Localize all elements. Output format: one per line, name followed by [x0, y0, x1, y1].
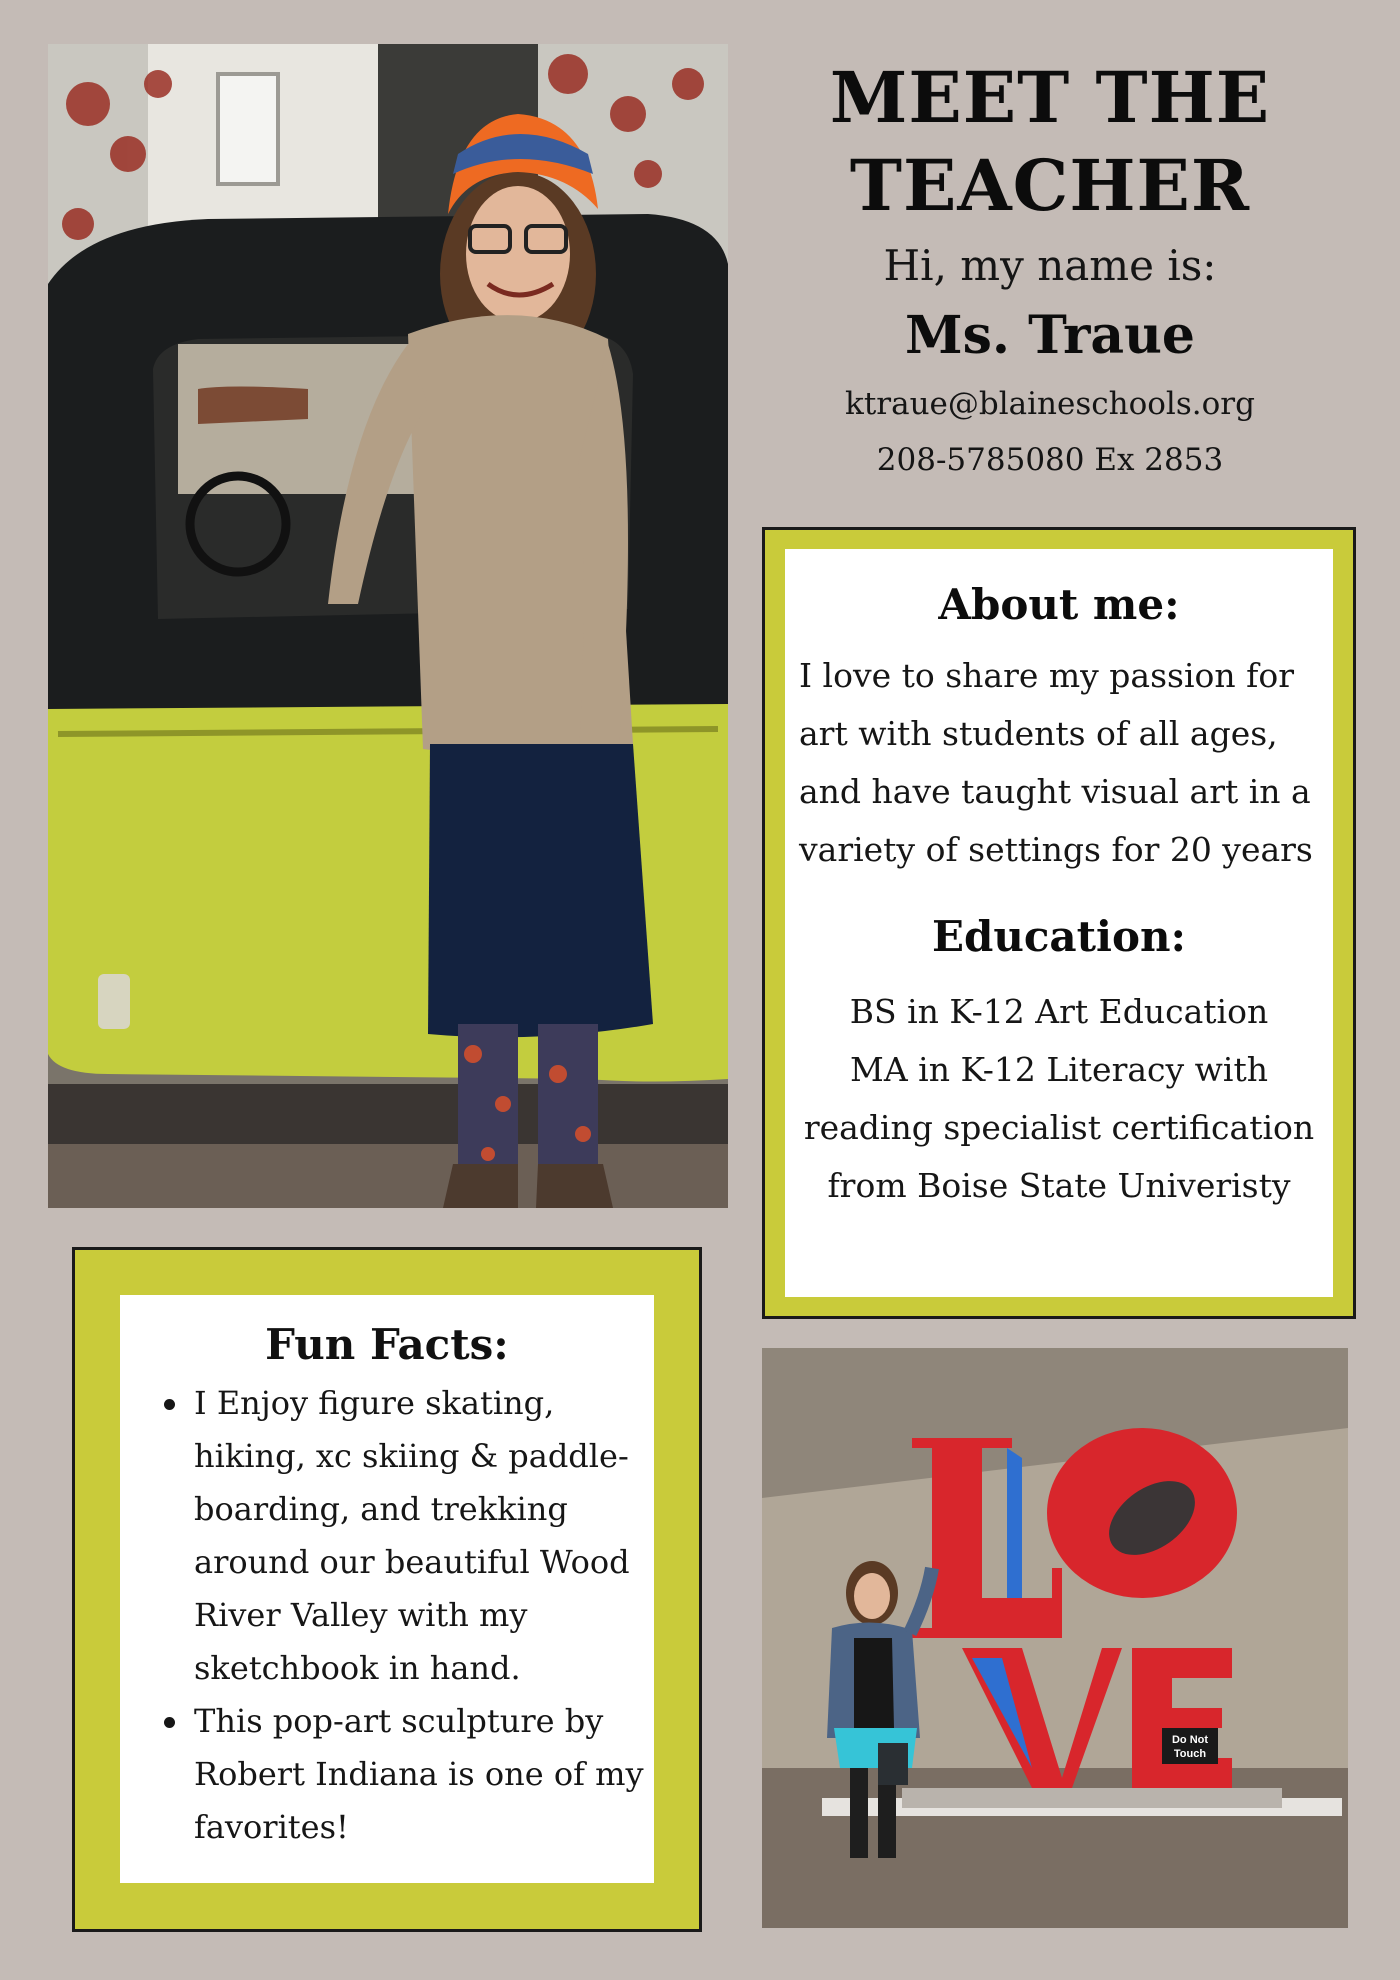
email-text: ktraue@blaineschools.org	[845, 386, 1255, 422]
education-line: from Boise State Univeristy	[827, 1166, 1291, 1205]
teacher-truck-illustration	[48, 44, 728, 1208]
list-item-line: I Enjoy figure skating,	[194, 1384, 555, 1422]
about-line: art with students of all ages,	[799, 714, 1278, 753]
header-block	[760, 54, 1340, 488]
list-item-line: sketchbook in hand.	[194, 1649, 521, 1687]
greeting-text: Hi, my name is:	[883, 241, 1217, 290]
about-line: and have taught visual art in a	[799, 772, 1311, 811]
list-item-line: This pop-art sculpture by	[194, 1702, 604, 1740]
education-line: BS in K-12 Art Education	[849, 992, 1269, 1031]
about-frame	[762, 527, 1356, 1319]
title-line-2: TEACHER	[849, 144, 1251, 227]
list-item-line: hiking, xc skiing & paddle-	[194, 1437, 629, 1475]
list-item	[134, 1695, 644, 1854]
list-item-line: River Valley with my	[194, 1596, 528, 1634]
page-title	[760, 54, 1340, 230]
fun-facts-title: Fun Facts:	[265, 1320, 509, 1369]
list-item-line: favorites!	[194, 1808, 349, 1846]
fun-facts-frame	[72, 1247, 702, 1932]
list-item-line: around our beautiful Wood	[194, 1543, 630, 1581]
love-sculpture-illustration	[762, 1348, 1348, 1928]
education-line: reading specialist certification	[803, 1108, 1315, 1147]
fun-facts-panel	[120, 1295, 654, 1883]
bullet-icon	[164, 1717, 175, 1728]
love-sculpture-photo	[762, 1348, 1348, 1928]
about-text	[795, 647, 1323, 879]
list-item	[134, 1377, 640, 1695]
education-title: Education:	[931, 912, 1187, 961]
about-title: About me:	[938, 580, 1180, 629]
title-line-1: MEET THE	[829, 56, 1271, 139]
sign-text-1: Do Not	[1171, 1734, 1209, 1746]
phone-text: 208-5785080 Ex 2853	[876, 442, 1224, 478]
list-item-line: boarding, and trekking	[194, 1490, 568, 1528]
teacher-name: Ms. Traue	[905, 305, 1195, 366]
education-text	[795, 983, 1323, 1215]
about-line: I love to share my passion for	[799, 656, 1294, 695]
fun-facts-list	[134, 1377, 644, 1854]
about-line: variety of settings for 20 years	[799, 830, 1313, 869]
teacher-truck-photo	[48, 44, 728, 1208]
bullet-icon	[164, 1399, 175, 1410]
sign-text-2: Touch	[1173, 1748, 1207, 1760]
list-item-line: Robert Indiana is one of my	[194, 1755, 644, 1793]
education-line: MA in K-12 Literacy with	[850, 1050, 1268, 1089]
about-panel	[785, 549, 1333, 1297]
